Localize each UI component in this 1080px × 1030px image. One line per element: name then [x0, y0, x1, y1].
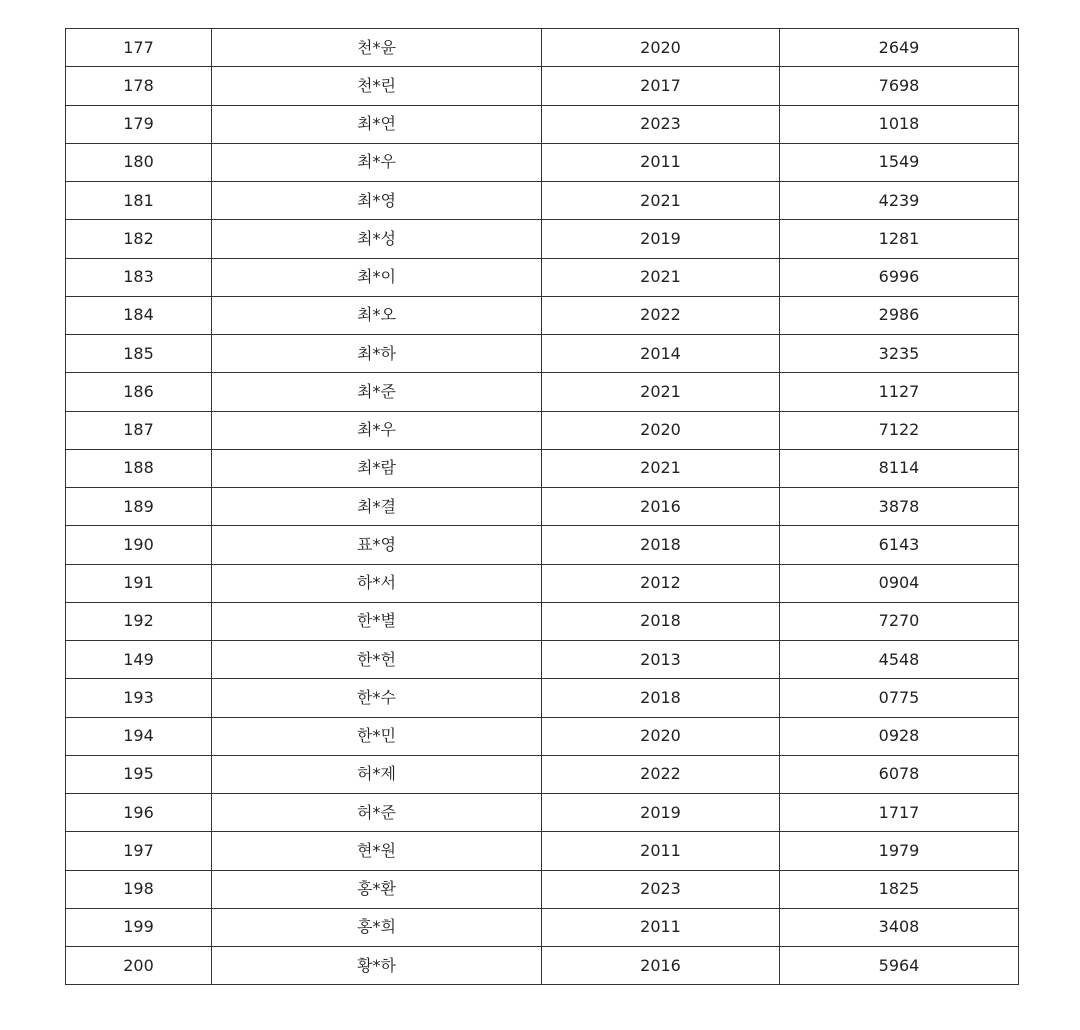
cell-year: 2023: [542, 105, 780, 143]
cell-code: 3235: [780, 335, 1019, 373]
table-row: [66, 755, 1019, 793]
cell-number: 182: [66, 220, 212, 258]
cell-number: 197: [66, 832, 212, 870]
table-row: [66, 373, 1019, 411]
cell-year: 2016: [542, 488, 780, 526]
cell-name: 한*헌: [212, 641, 542, 679]
table-row: [66, 947, 1019, 985]
cell-number: 185: [66, 335, 212, 373]
cell-year: 2020: [542, 717, 780, 755]
cell-number: 187: [66, 411, 212, 449]
cell-name: 홍*환: [212, 870, 542, 908]
cell-name: 최*우: [212, 411, 542, 449]
cell-name: 최*성: [212, 220, 542, 258]
cell-number: 189: [66, 488, 212, 526]
document-page: [65, 28, 1018, 985]
table-row: [66, 411, 1019, 449]
cell-year: 2021: [542, 182, 780, 220]
table-row: [66, 641, 1019, 679]
cell-name: 최*영: [212, 182, 542, 220]
cell-number: 196: [66, 794, 212, 832]
cell-year: 2018: [542, 679, 780, 717]
cell-name: 최*연: [212, 105, 542, 143]
cell-year: 2022: [542, 755, 780, 793]
cell-number: 149: [66, 641, 212, 679]
cell-code: 1825: [780, 870, 1019, 908]
cell-code: 6143: [780, 526, 1019, 564]
cell-code: 7122: [780, 411, 1019, 449]
table-row: [66, 488, 1019, 526]
table-row: [66, 67, 1019, 105]
cell-code: 1717: [780, 794, 1019, 832]
cell-year: 2021: [542, 258, 780, 296]
table-row: [66, 143, 1019, 181]
table-row: [66, 296, 1019, 334]
cell-code: 4239: [780, 182, 1019, 220]
cell-name: 최*오: [212, 296, 542, 334]
cell-code: 0775: [780, 679, 1019, 717]
cell-year: 2023: [542, 870, 780, 908]
cell-code: 4548: [780, 641, 1019, 679]
cell-year: 2020: [542, 29, 780, 67]
cell-name: 황*하: [212, 947, 542, 985]
cell-year: 2022: [542, 296, 780, 334]
table-row: [66, 105, 1019, 143]
cell-code: 1281: [780, 220, 1019, 258]
table-row: [66, 717, 1019, 755]
cell-year: 2019: [542, 220, 780, 258]
cell-year: 2014: [542, 335, 780, 373]
cell-year: 2012: [542, 564, 780, 602]
cell-year: 2018: [542, 602, 780, 640]
cell-name: 최*람: [212, 449, 542, 487]
cell-name: 한*민: [212, 717, 542, 755]
cell-number: 180: [66, 143, 212, 181]
table-row: [66, 794, 1019, 832]
cell-code: 7698: [780, 67, 1019, 105]
cell-year: 2017: [542, 67, 780, 105]
cell-number: 190: [66, 526, 212, 564]
table-body: [66, 29, 1019, 985]
cell-number: 188: [66, 449, 212, 487]
data-table: [65, 28, 1019, 985]
cell-name: 최*우: [212, 143, 542, 181]
cell-number: 195: [66, 755, 212, 793]
table-row: [66, 449, 1019, 487]
cell-code: 1018: [780, 105, 1019, 143]
table-row: [66, 29, 1019, 67]
cell-code: 3878: [780, 488, 1019, 526]
cell-year: 2021: [542, 373, 780, 411]
cell-year: 2011: [542, 908, 780, 946]
cell-number: 193: [66, 679, 212, 717]
cell-code: 1979: [780, 832, 1019, 870]
table-row: [66, 182, 1019, 220]
cell-name: 허*준: [212, 794, 542, 832]
cell-name: 현*원: [212, 832, 542, 870]
cell-year: 2011: [542, 143, 780, 181]
cell-name: 최*준: [212, 373, 542, 411]
cell-year: 2020: [542, 411, 780, 449]
cell-name: 표*영: [212, 526, 542, 564]
cell-name: 한*별: [212, 602, 542, 640]
cell-number: 178: [66, 67, 212, 105]
cell-code: 6078: [780, 755, 1019, 793]
table-row: [66, 335, 1019, 373]
cell-name: 한*수: [212, 679, 542, 717]
cell-number: 183: [66, 258, 212, 296]
cell-number: 192: [66, 602, 212, 640]
cell-code: 2649: [780, 29, 1019, 67]
cell-code: 3408: [780, 908, 1019, 946]
cell-number: 177: [66, 29, 212, 67]
cell-name: 최*이: [212, 258, 542, 296]
cell-code: 7270: [780, 602, 1019, 640]
cell-name: 최*결: [212, 488, 542, 526]
table-row: [66, 908, 1019, 946]
table-row: [66, 220, 1019, 258]
cell-year: 2019: [542, 794, 780, 832]
cell-number: 199: [66, 908, 212, 946]
cell-code: 0928: [780, 717, 1019, 755]
cell-code: 1127: [780, 373, 1019, 411]
cell-code: 5964: [780, 947, 1019, 985]
cell-name: 최*하: [212, 335, 542, 373]
cell-number: 179: [66, 105, 212, 143]
cell-number: 186: [66, 373, 212, 411]
cell-year: 2021: [542, 449, 780, 487]
cell-code: 6996: [780, 258, 1019, 296]
cell-number: 194: [66, 717, 212, 755]
table-row: [66, 679, 1019, 717]
cell-year: 2018: [542, 526, 780, 564]
cell-year: 2013: [542, 641, 780, 679]
cell-name: 천*린: [212, 67, 542, 105]
cell-code: 0904: [780, 564, 1019, 602]
cell-name: 천*윤: [212, 29, 542, 67]
cell-number: 198: [66, 870, 212, 908]
cell-year: 2016: [542, 947, 780, 985]
table-row: [66, 258, 1019, 296]
cell-name: 하*서: [212, 564, 542, 602]
table-row: [66, 870, 1019, 908]
cell-code: 2986: [780, 296, 1019, 334]
cell-name: 홍*희: [212, 908, 542, 946]
table-row: [66, 602, 1019, 640]
cell-code: 8114: [780, 449, 1019, 487]
cell-number: 200: [66, 947, 212, 985]
table-row: [66, 564, 1019, 602]
table-row: [66, 526, 1019, 564]
cell-code: 1549: [780, 143, 1019, 181]
cell-year: 2011: [542, 832, 780, 870]
cell-name: 허*제: [212, 755, 542, 793]
table-row: [66, 832, 1019, 870]
cell-number: 184: [66, 296, 212, 334]
cell-number: 181: [66, 182, 212, 220]
cell-number: 191: [66, 564, 212, 602]
